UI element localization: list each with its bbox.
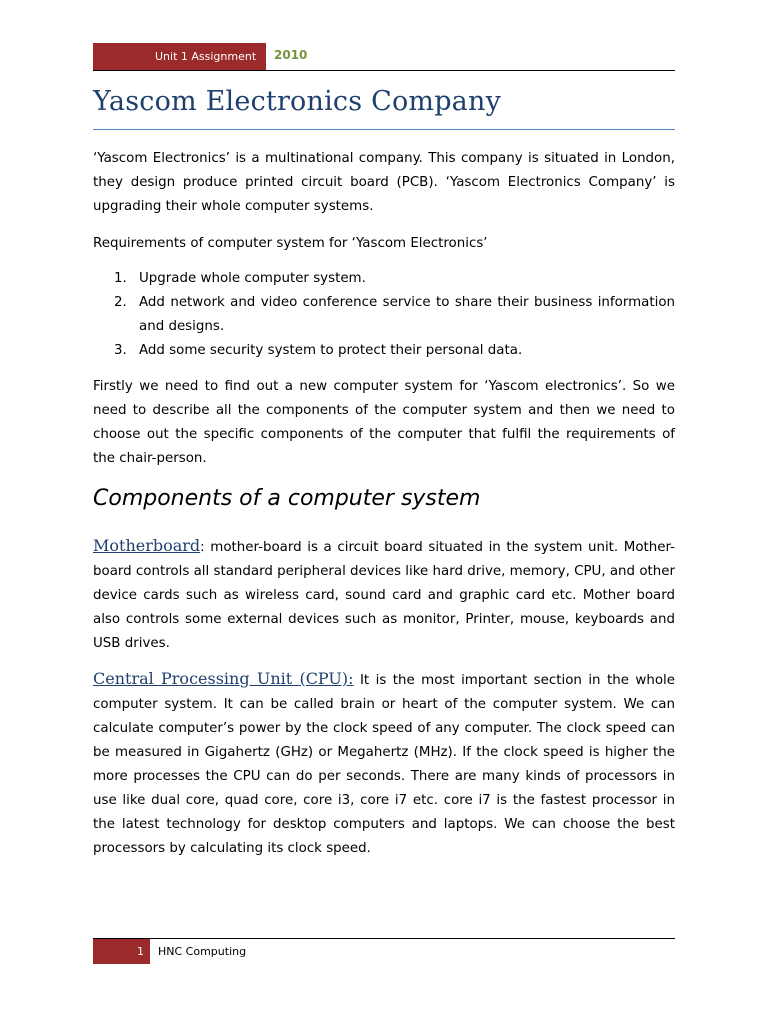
list-item-text: Add network and video conference service to share their business information and designs.	[139, 295, 675, 334]
intro-paragraph: ‘Yascom Electronics’ is a multinational company. This company is situated in London, they design produce printed circuit board (PCB). ‘Yascom Electronics Company’ is upgrading their whole computer systems.	[93, 151, 675, 214]
motherboard-term: Motherboard	[93, 536, 201, 555]
motherboard-paragraph	[93, 534, 675, 656]
list-item-text: Add some security system to protect their personal data.	[139, 343, 523, 358]
footer-divider	[93, 938, 675, 939]
list-item-text: Upgrade whole computer system.	[139, 271, 366, 286]
approach-paragraph: Firstly we need to find out a new computer system for ‘Yascom electronics’. So we need to describe all the components of the computer system and then we need to choose out the specific components of the computer that fulfil the requirements of the chair-person.	[93, 379, 675, 466]
list-item	[93, 267, 675, 291]
cpu-term: Central Processing Unit (CPU):	[93, 669, 354, 688]
list-item	[93, 291, 675, 339]
section-heading: Components of a computer system	[93, 486, 481, 511]
title-divider	[93, 129, 675, 130]
requirements-intro: Requirements of computer system for ‘Yascom Electronics’	[93, 236, 488, 251]
list-number: 3.	[114, 343, 127, 358]
page-title: Yascom Electronics Company	[93, 86, 502, 117]
cpu-text: It is the most important section in the whole computer system. It can be called brain or heart of the computer system. We can calculate computer’s power by the clock speed of any computer. The clock speed can be measured in Gigahertz (GHz) or Megahertz (MHz). If the clock speed is higher the more processes the CPU can do per seconds. There are many kinds of processors in use like dual core, quad core, core i3, core i7 etc. core i7 is the fastest processor in the latest technology for desktop computers and laptops. We can choose the best processors by calculating its clock speed.	[93, 673, 675, 856]
header-year: 2010	[274, 48, 308, 62]
header-divider	[93, 70, 675, 71]
list-number: 2.	[114, 295, 127, 310]
requirements-list	[93, 267, 675, 363]
list-number: 1.	[114, 271, 127, 286]
footer-label: HNC Computing	[158, 945, 247, 958]
list-item	[93, 339, 675, 363]
page-number: 1	[137, 945, 144, 958]
header-label: Unit 1 Assignment	[155, 50, 257, 63]
header-label-box	[93, 43, 266, 70]
footer-page-box	[93, 939, 150, 964]
motherboard-text: : mother-board is a circuit board situated in the system unit. Mother-board controls all standard peripheral devices like hard drive, memory, CPU, and other device cards such as wireless card, sound card and graphic card etc. Mother board also controls some external devices such as monitor, Printer, mouse, keyboards and USB drives.	[93, 540, 675, 651]
cpu-paragraph	[93, 667, 675, 861]
